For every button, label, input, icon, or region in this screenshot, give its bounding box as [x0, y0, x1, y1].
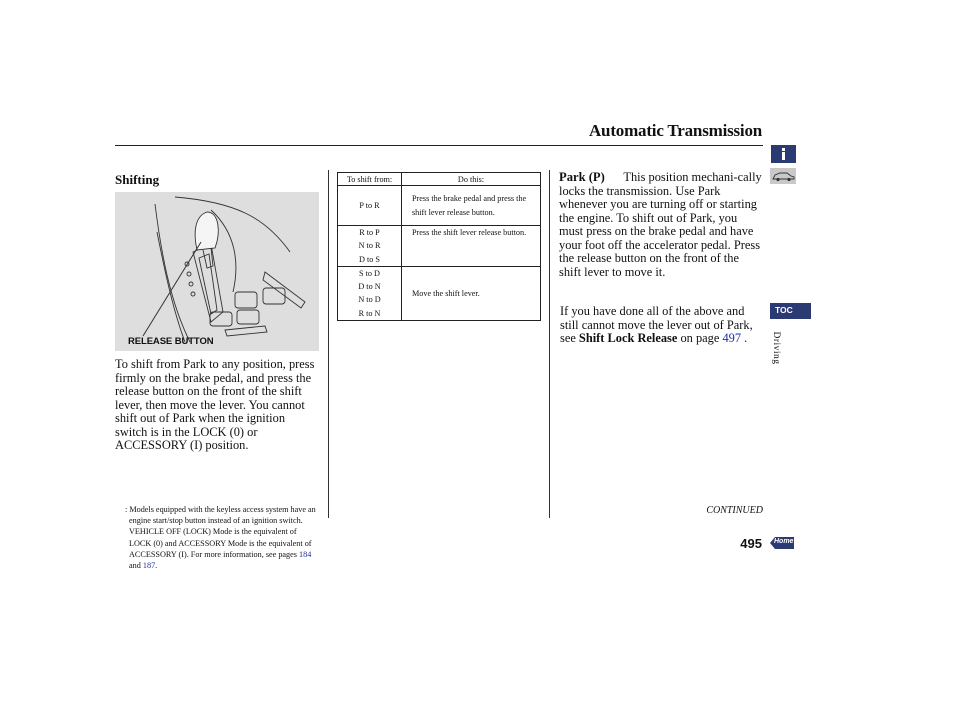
shift-from-item: P to R [359, 200, 380, 210]
shifting-paragraph: To shift from Park to any position, press firmly on the brake pedal, and press the release button on the front of the shift lever, then move the lever. You cannot shift out of Park when the ignition switch is in the LOCK (0) or ACCESSORY (I) position. [115, 357, 315, 452]
title-rule [115, 145, 763, 146]
shift-from-item: R to P [359, 228, 380, 237]
car-icon [770, 168, 796, 184]
car-tab[interactable] [770, 168, 796, 184]
table-row [338, 226, 541, 267]
header-do-this: Do this: [402, 173, 541, 186]
shifting-heading: Shifting [115, 172, 160, 187]
park-paragraph: This position mechani-cally locks the transmission. Use Park whenever you are turning off or starting the engine. To shift out of Park, you must press on the brake pedal and have your foot off the accelerator pedal. Press the release button on the front of the shift lever to move it. [559, 170, 762, 279]
shift-console-drawing [115, 192, 319, 351]
note-text: If you have done all of the above and still cannot move the lever out of Park, see [560, 304, 753, 345]
section-label-driving: Driving [771, 331, 781, 365]
shift-lever-illustration [115, 192, 319, 351]
table-cell-action: Press the shift lever release button. [402, 226, 541, 267]
page-number: 495 [740, 536, 762, 551]
home-label: Home [774, 538, 794, 545]
release-button-label: RELEASE BUTTON [128, 336, 214, 347]
page-link-184[interactable]: 184 [299, 549, 312, 559]
table-cell-action: Press the brake pedal and press the shift lever release button. [402, 186, 541, 226]
shift-from-item: N to R [358, 241, 381, 251]
shift-from-item: D to N [358, 282, 381, 292]
table-row [338, 186, 541, 226]
column-divider-right [549, 170, 550, 518]
note-mid: on page [677, 331, 723, 345]
shift-table [337, 172, 541, 321]
footnote-end: . [155, 561, 158, 571]
table-header-row [338, 173, 541, 186]
page-title: Automatic Transmission [588, 121, 762, 140]
footnote-and: and [129, 561, 143, 571]
shift-from-item: N to D [358, 295, 381, 305]
toc-icon: TOC [775, 305, 793, 315]
header-shift-from: To shift from: [338, 173, 402, 186]
page-link-497[interactable]: 497 [722, 331, 742, 345]
park-heading: Park (P) [559, 170, 605, 184]
shift-lock-note [560, 305, 764, 346]
table-cell-action: Move the shift lever. [402, 266, 541, 320]
park-section [559, 171, 764, 279]
table-cell-from [338, 266, 402, 320]
home-tab[interactable] [768, 535, 796, 551]
table-cell-from [338, 226, 402, 267]
info-icon [771, 145, 796, 163]
toc-tab[interactable] [770, 303, 811, 319]
page-link-187[interactable]: 187 [142, 561, 156, 571]
shift-from-item: S to D [359, 268, 380, 278]
footnote-text: : Models equipped with the keyless access system have an engine start/stop button instead of an ignition switch. VEHICLE OFF (LOCK) Mode is the equivalent of LOCK (0) and ACCESSORY Mode is the equivalent of ACCESSORY (I). For more information, see pages [125, 505, 316, 559]
table-row [338, 266, 541, 320]
column-divider-left [328, 170, 329, 518]
shift-lock-release-ref: Shift Lock Release [578, 331, 678, 345]
footnote [125, 504, 320, 571]
continued-label: CONTINUED [706, 505, 763, 516]
info-tab[interactable] [771, 145, 796, 163]
note-end: . [741, 331, 748, 345]
table-cell-from [338, 186, 402, 226]
shift-from-item: D to S [359, 254, 380, 264]
shift-from-item: R to N [358, 308, 381, 318]
